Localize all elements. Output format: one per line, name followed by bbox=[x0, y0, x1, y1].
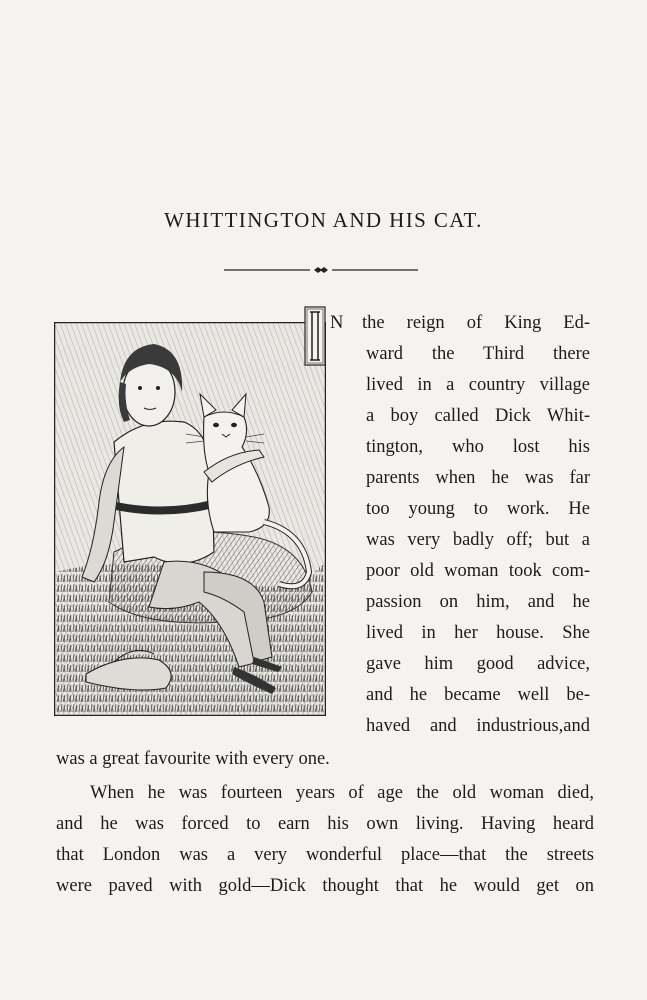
text-line: and he was forced to earn his own living. Having heard bbox=[56, 814, 594, 834]
text-line: were paved with gold—Dick thought that he would get on bbox=[56, 876, 594, 896]
drop-cap-letter bbox=[304, 306, 326, 366]
text-line: lived in her house. She bbox=[366, 623, 590, 643]
text-line: lived in a country village bbox=[366, 375, 590, 395]
text-line: that London was a very wonderful place—that the streets bbox=[56, 845, 594, 865]
text-line: parents when he was far bbox=[366, 468, 590, 488]
text-line: passion on him, and he bbox=[366, 592, 590, 612]
title-ornament bbox=[224, 264, 418, 276]
text-line: ward the Third there bbox=[366, 344, 590, 364]
text-line: haved and industrious,and bbox=[366, 716, 590, 736]
text-line: poor old woman took com- bbox=[366, 561, 590, 581]
illustration-boy-and-cat bbox=[54, 322, 326, 716]
text-line: and he became well be- bbox=[366, 685, 590, 705]
text-line: When he was fourteen years of age the old woman died, bbox=[90, 783, 594, 803]
text-line: tington, who lost his bbox=[366, 437, 590, 457]
first-word-rest: N bbox=[330, 313, 344, 333]
text-line: was very badly off; but a bbox=[366, 530, 590, 550]
svg-text:I: I bbox=[315, 346, 316, 347]
page-title: WHITTINGTON AND HIS CAT. bbox=[164, 208, 483, 232]
text-line: a boy called Dick Whit- bbox=[366, 406, 590, 426]
text-line: too young to work. He bbox=[366, 499, 590, 519]
text-line: gave him good advice, bbox=[366, 654, 590, 674]
text-line: the reign of King Ed- bbox=[362, 313, 590, 333]
text-line: was a great favourite with every one. bbox=[56, 749, 330, 769]
